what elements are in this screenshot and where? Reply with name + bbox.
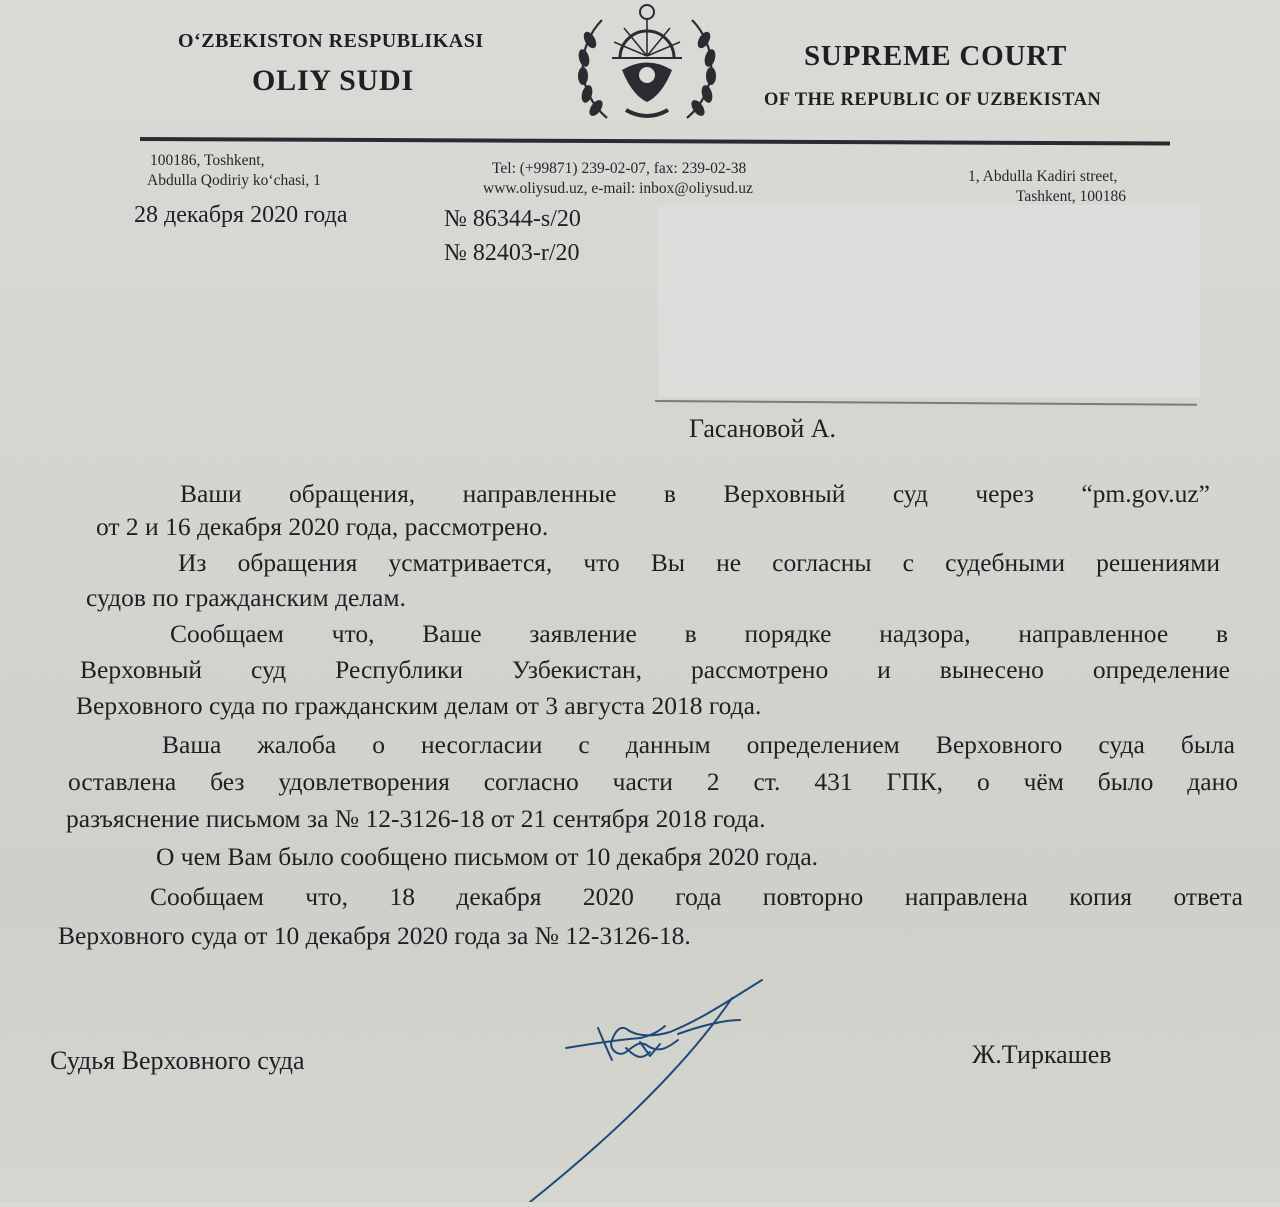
paragraph-5-line-1: О чем Вам было сообщено письмом от 10 декабря 2020 года. bbox=[156, 842, 819, 871]
paragraph-6-line-1: Сообщаем что, 18 декабря 2020 года повторно направлена копия ответа bbox=[150, 882, 1243, 911]
paragraph-1-line-1: Ваши обращения, направленные в Верховный суд через “pm.gov.uz” bbox=[180, 479, 1210, 508]
paragraph-1-line-2: от 2 и 16 декабря 2020 года, рассмотрено. bbox=[96, 512, 549, 541]
left-address-line1: 100186, Toshkent, bbox=[150, 152, 265, 169]
recipient-name: Гасановой А. bbox=[689, 414, 837, 443]
header-left-line1: O‘ZBEKISTON RESPUBLIKASI bbox=[178, 30, 484, 52]
paragraph-4-line-2: оставлена без удовлетворения согласно части 2 ст. 431 ГПК, о чём было дано bbox=[68, 767, 1238, 796]
redacted-address-block bbox=[658, 205, 1200, 397]
paragraph-3-line-3: Верховного суда по гражданским делам от 3 августа 2018 года. bbox=[76, 691, 762, 720]
header-left-line2: OLIY SUDI bbox=[252, 64, 414, 97]
paragraph-4-line-3: разъяснение письмом за № 12-3126-18 от 21 сентября 2018 года. bbox=[66, 804, 766, 833]
left-address-line2: Abdulla Qodiriy ko‘chasi, 1 bbox=[147, 172, 321, 189]
state-emblem-icon bbox=[562, 0, 732, 132]
right-address-line1: 1, Abdulla Kadiri street, bbox=[968, 168, 1118, 185]
paragraph-4-line-1: Ваша жалоба о несогласии с данным определением Верховного суда была bbox=[162, 730, 1235, 759]
right-address-line2: Tashkent, 100186 bbox=[1016, 188, 1126, 205]
header-right-line1: SUPREME COURT bbox=[804, 40, 1068, 72]
signatory-title: Судья Верховного суда bbox=[50, 1046, 305, 1075]
reference-number-1: № 86344-s/20 bbox=[444, 206, 581, 232]
paragraph-6-line-2: Верховного суда от 10 декабря 2020 года за № 12-3126-18. bbox=[58, 921, 691, 950]
paragraph-2-line-1: Из обращения усматривается, что Вы не согласны с судебными решениями bbox=[178, 548, 1220, 577]
paragraph-2-line-2: судов по гражданским делам. bbox=[86, 583, 406, 612]
reference-number-2: № 82403-r/20 bbox=[444, 240, 580, 266]
header-divider bbox=[140, 137, 1170, 145]
handwritten-signature bbox=[500, 960, 800, 1202]
header-right-line2: OF THE REPUBLIC OF UZBEKISTAN bbox=[764, 90, 1102, 110]
signatory-name: Ж.Тиркашев bbox=[972, 1040, 1112, 1069]
recipient-underline bbox=[655, 400, 1197, 406]
paragraph-3-line-1: Сообщаем что, Ваше заявление в порядке надзора, направленное в bbox=[170, 619, 1228, 648]
contacts-phone: Tel: (+99871) 239-02-07, fax: 239-02-38 bbox=[492, 160, 747, 177]
paragraph-3-line-2: Верховный суд Республики Узбекистан, рассмотрено и вынесено определение bbox=[80, 655, 1230, 684]
letter-date: 28 декабря 2020 года bbox=[134, 202, 348, 228]
contacts-web: www.oliysud.uz, e-mail: inbox@oliysud.uz bbox=[483, 180, 753, 197]
